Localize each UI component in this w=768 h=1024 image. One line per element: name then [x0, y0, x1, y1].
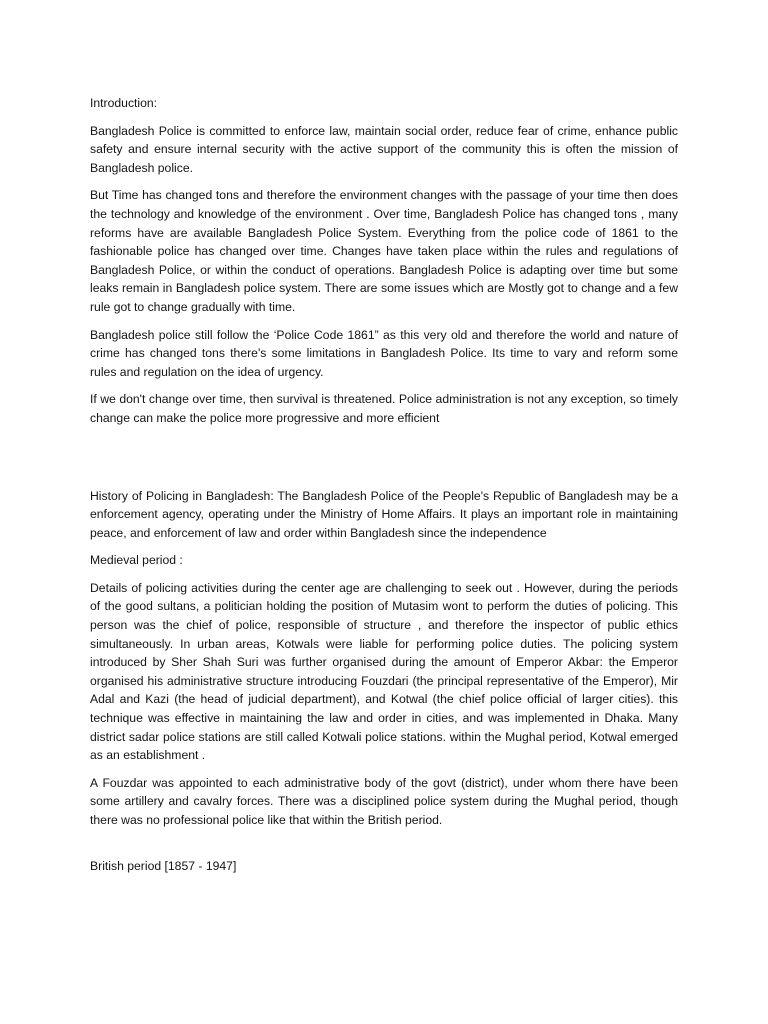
- history-paragraph: History of Policing in Bangladesh: The Bangladesh Police of the People's Republic of Bangladesh may be a enforcement agency, operating under the Ministry of Home Affairs. It plays an important role in maintaining peace, and enforcement of law and order within Bangladesh since the independence: [90, 488, 678, 540]
- medieval-paragraph-2: A Fouzdar was appointed to each administrative body of the govt (district), under whom there have been some artillery and cavalry forces. There was a disciplined police system during the Mughal period, though there was no professional police like that within the British period.: [90, 775, 678, 827]
- intro-paragraph-3: Bangladesh police still follow the ‘Police Code 1861” as this very old and therefore the world and nature of crime has changed tons there's some limitations in Bangladesh Police. Its time to vary and reform some rules and regulation on the idea of urgency.: [90, 327, 678, 379]
- intro-paragraph-2: But Time has changed tons and therefore the environment changes with the passage of your time then does the technology and knowledge of the environment . Over time, Bangladesh Police has changed tons , many reforms have are available Bangladesh Police System. Everything from the police code of 1861 to the fashionable police has changed over time. Changes have taken place within the rules and regulations of Bangladesh Police, or within the conduct of operations. Bangladesh Police is adapting over time but some leaks remain in Bangladesh police system. There are some issues which are Mostly got to change and a few rule got to change gradually with time.: [90, 188, 678, 314]
- intro-heading: Introduction:: [90, 96, 158, 110]
- medieval-paragraph-1: Details of policing activities during the center age are challenging to seek out . However, during the periods of the good sultans, a politician holding the position of Mutasim wont to perform the duties of policing. This person was the chief of police, responsible of structure , and therefore the inspector of public ethics simultaneously. In urban areas, Kotwals were liable for performing police duties. The policing system introduced by Sher Shah Suri was further organised during the amount of Emperor Akbar: the Emperor organised his administrative structure introducing Fouzdari (the principal representative of the Emperor), Mir Adal and Kazi (the head of judicial department), and Kotwal (the chief police official of larger cities). this technique was effective in maintaining the law and order in cities, and was implemented in Dhaka. Many district sadar police stations are still called Kotwali police stations. within the Mughal period, Kotwal emerged as an establishment .: [90, 580, 678, 763]
- document-page: [90, 94, 678, 884]
- british-heading: British period [1857 - 1947]: [90, 858, 237, 873]
- intro-paragraph-4: If we don't change over time, then survival is threatened. Police administration is not any exception, so timely change can make the police more progressive and more efficient: [90, 392, 678, 425]
- intro-paragraph-1: Bangladesh Police is committed to enforce law, maintain social order, reduce fear of crime, enhance public safety and ensure internal security with the active support of the community this is often the mission of Bangladesh police.: [90, 123, 678, 175]
- medieval-heading: Medieval period :: [90, 553, 183, 568]
- section-spacer: [90, 839, 678, 857]
- section-spacer: [90, 437, 678, 487]
